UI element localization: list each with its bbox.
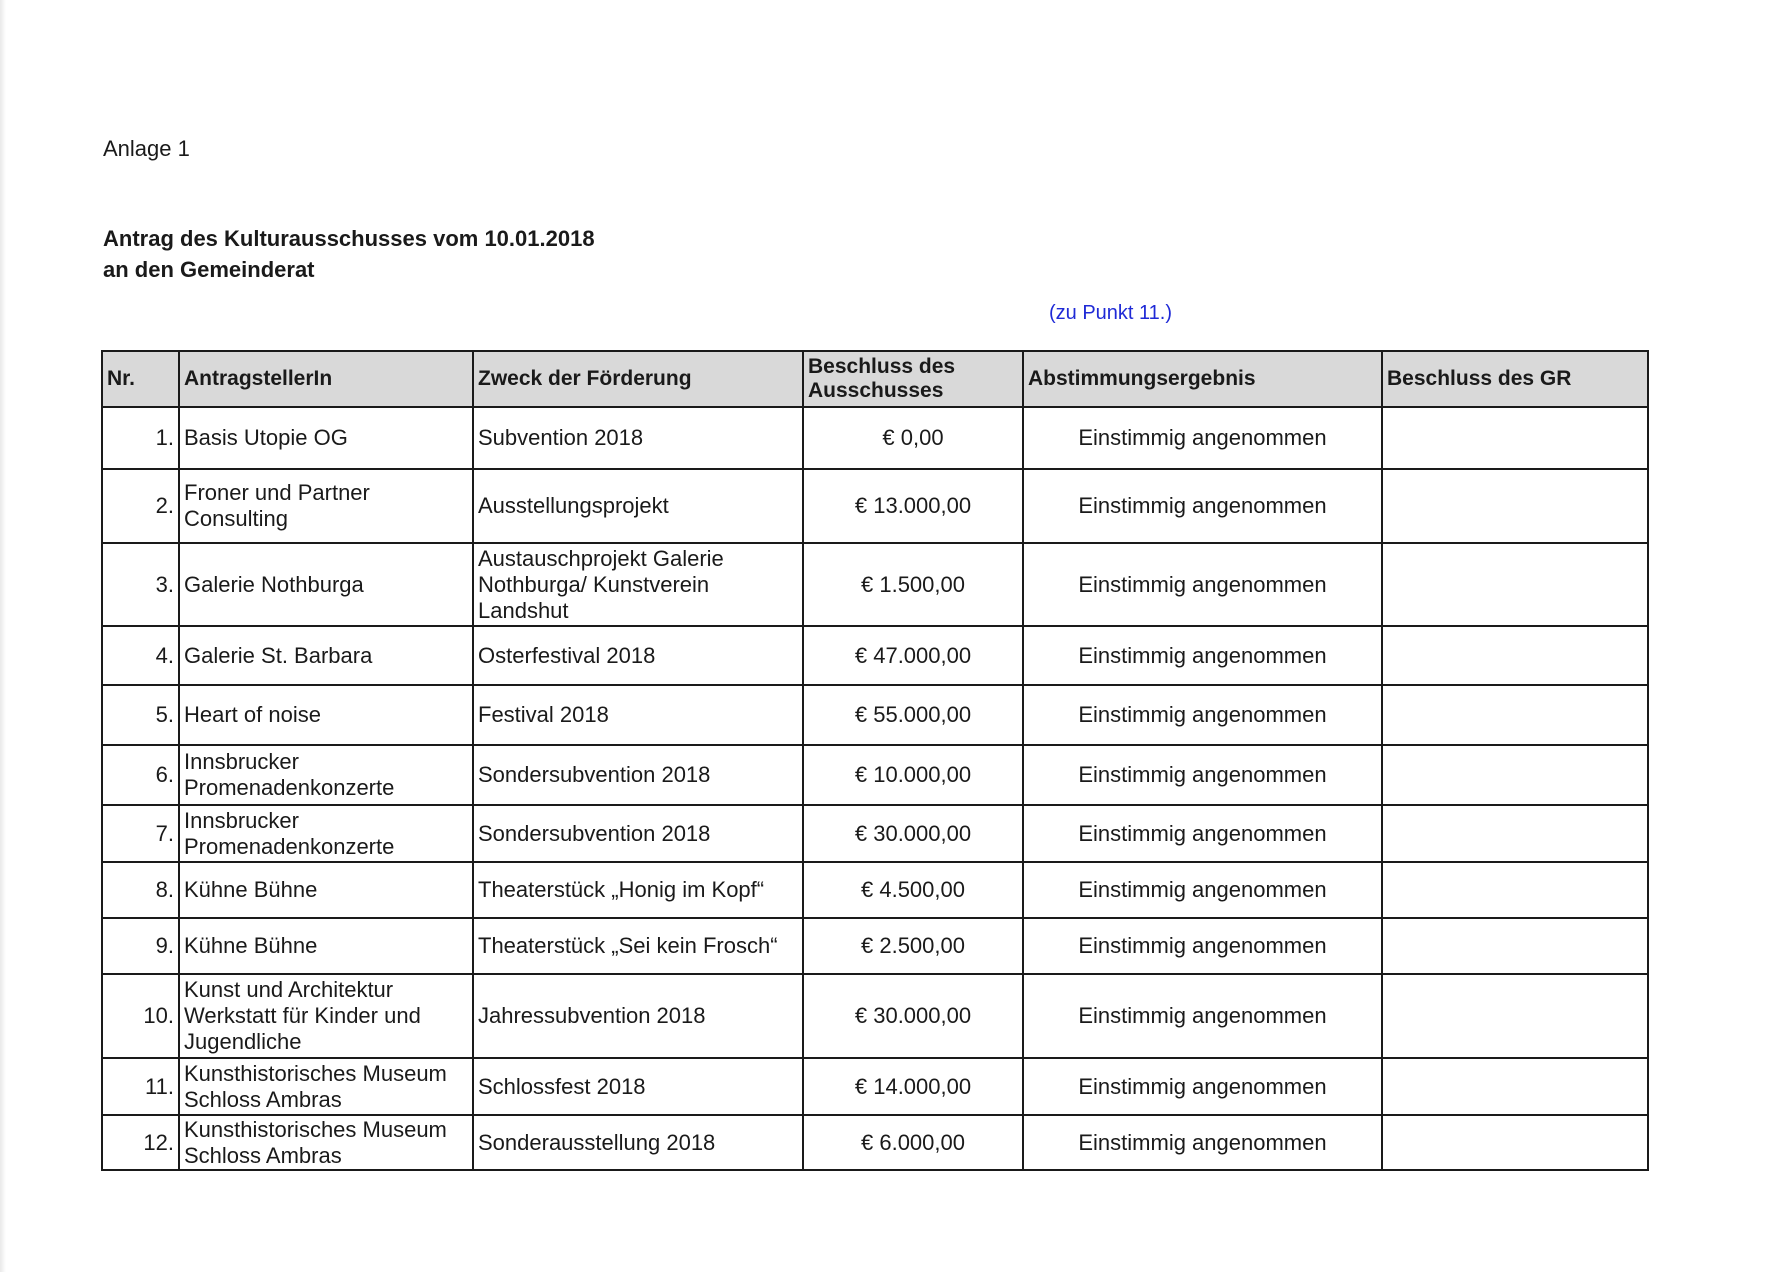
cell-amount: € 47.000,00 — [803, 626, 1023, 685]
cell-purpose: Jahressubvention 2018 — [473, 974, 803, 1058]
column-header-nr: Nr. — [102, 351, 179, 407]
cell-amount: € 30.000,00 — [803, 805, 1023, 862]
cell-amount: € 13.000,00 — [803, 469, 1023, 543]
cell-nr: 7. — [102, 805, 179, 862]
cell-purpose: Schlossfest 2018 — [473, 1058, 803, 1115]
cell-council-decision — [1382, 626, 1648, 685]
cell-council-decision — [1382, 862, 1648, 918]
cell-applicant: Kunsthistorisches Museum Schloss Ambras — [179, 1058, 473, 1115]
table-row — [102, 407, 1648, 469]
cell-result: Einstimmig angenommen — [1023, 469, 1382, 543]
table-header-row — [102, 351, 1648, 407]
cell-result: Einstimmig angenommen — [1023, 1058, 1382, 1115]
cell-council-decision — [1382, 1058, 1648, 1115]
cell-purpose: Sonderausstellung 2018 — [473, 1115, 803, 1170]
cell-council-decision — [1382, 745, 1648, 805]
cell-nr: 11. — [102, 1058, 179, 1115]
cell-council-decision — [1382, 918, 1648, 974]
column-header-council-decision: Beschluss des GR — [1382, 351, 1648, 407]
cell-council-decision — [1382, 974, 1648, 1058]
cell-result: Einstimmig angenommen — [1023, 685, 1382, 745]
cell-applicant: Kühne Bühne — [179, 862, 473, 918]
cell-purpose: Theaterstück „Honig im Kopf“ — [473, 862, 803, 918]
cell-amount: € 14.000,00 — [803, 1058, 1023, 1115]
cell-nr: 12. — [102, 1115, 179, 1170]
cell-applicant: Heart of noise — [179, 685, 473, 745]
cell-result: Einstimmig angenommen — [1023, 974, 1382, 1058]
table-row — [102, 974, 1648, 1058]
cell-amount: € 2.500,00 — [803, 918, 1023, 974]
cell-amount: € 10.000,00 — [803, 745, 1023, 805]
cell-result: Einstimmig angenommen — [1023, 805, 1382, 862]
cell-purpose: Austauschprojekt Galerie Nothburga/ Kunstverein Landshut — [473, 543, 803, 626]
cell-result: Einstimmig angenommen — [1023, 862, 1382, 918]
table-row — [102, 685, 1648, 745]
cell-result: Einstimmig angenommen — [1023, 918, 1382, 974]
cell-council-decision — [1382, 469, 1648, 543]
title-line-2: an den Gemeinderat — [103, 257, 315, 282]
cell-council-decision — [1382, 685, 1648, 745]
cell-amount: € 30.000,00 — [803, 974, 1023, 1058]
table-row — [102, 1115, 1648, 1170]
cell-applicant: Innsbrucker Promenadenkonzerte — [179, 805, 473, 862]
column-header-vote-result: Abstimmungsergebnis — [1023, 351, 1382, 407]
cell-council-decision — [1382, 805, 1648, 862]
table-row — [102, 469, 1648, 543]
cell-applicant: Kunst und Architektur Werkstatt für Kinder und Jugendliche — [179, 974, 473, 1058]
funding-table — [101, 350, 1649, 1171]
cell-nr: 2. — [102, 469, 179, 543]
column-header-committee-decision: Beschluss des Ausschusses — [803, 351, 1023, 407]
table-row — [102, 745, 1648, 805]
column-header-purpose: Zweck der Förderung — [473, 351, 803, 407]
table-row — [102, 543, 1648, 626]
cell-purpose: Sondersubvention 2018 — [473, 805, 803, 862]
cell-applicant: Galerie Nothburga — [179, 543, 473, 626]
cell-amount: € 6.000,00 — [803, 1115, 1023, 1170]
cell-nr: 9. — [102, 918, 179, 974]
table-row — [102, 862, 1648, 918]
table-row — [102, 805, 1648, 862]
document-title — [103, 223, 595, 285]
cell-amount: € 0,00 — [803, 407, 1023, 469]
cell-amount: € 1.500,00 — [803, 543, 1023, 626]
cell-purpose: Sondersubvention 2018 — [473, 745, 803, 805]
cell-result: Einstimmig angenommen — [1023, 543, 1382, 626]
table-row — [102, 1058, 1648, 1115]
attachment-label: Anlage 1 — [103, 136, 190, 161]
cell-amount: € 55.000,00 — [803, 685, 1023, 745]
cell-applicant: Kunsthistorisches Museum Schloss Ambras — [179, 1115, 473, 1170]
cell-purpose: Ausstellungsprojekt — [473, 469, 803, 543]
cell-council-decision — [1382, 543, 1648, 626]
cell-result: Einstimmig angenommen — [1023, 745, 1382, 805]
cell-applicant: Basis Utopie OG — [179, 407, 473, 469]
cell-applicant: Kühne Bühne — [179, 918, 473, 974]
cell-nr: 1. — [102, 407, 179, 469]
cell-nr: 4. — [102, 626, 179, 685]
cell-council-decision — [1382, 407, 1648, 469]
cell-purpose: Festival 2018 — [473, 685, 803, 745]
table-row — [102, 626, 1648, 685]
agenda-reference: (zu Punkt 11.) — [1049, 302, 1173, 324]
cell-nr: 6. — [102, 745, 179, 805]
title-line-1: Antrag des Kulturausschusses vom 10.01.2018 — [103, 226, 595, 251]
cell-amount: € 4.500,00 — [803, 862, 1023, 918]
cell-council-decision — [1382, 1115, 1648, 1170]
cell-applicant: Froner und Partner Consulting — [179, 469, 473, 543]
cell-purpose: Osterfestival 2018 — [473, 626, 803, 685]
table-row — [102, 918, 1648, 974]
cell-applicant: Galerie St. Barbara — [179, 626, 473, 685]
column-header-applicant: AntragstellerIn — [179, 351, 473, 407]
cell-applicant: Innsbrucker Promenadenkonzerte — [179, 745, 473, 805]
cell-nr: 3. — [102, 543, 179, 626]
cell-result: Einstimmig angenommen — [1023, 626, 1382, 685]
cell-purpose: Theaterstück „Sei kein Frosch“ — [473, 918, 803, 974]
cell-result: Einstimmig angenommen — [1023, 407, 1382, 469]
cell-nr: 8. — [102, 862, 179, 918]
scan-shadow — [0, 0, 6, 1272]
cell-nr: 5. — [102, 685, 179, 745]
cell-nr: 10. — [102, 974, 179, 1058]
cell-purpose: Subvention 2018 — [473, 407, 803, 469]
cell-result: Einstimmig angenommen — [1023, 1115, 1382, 1170]
